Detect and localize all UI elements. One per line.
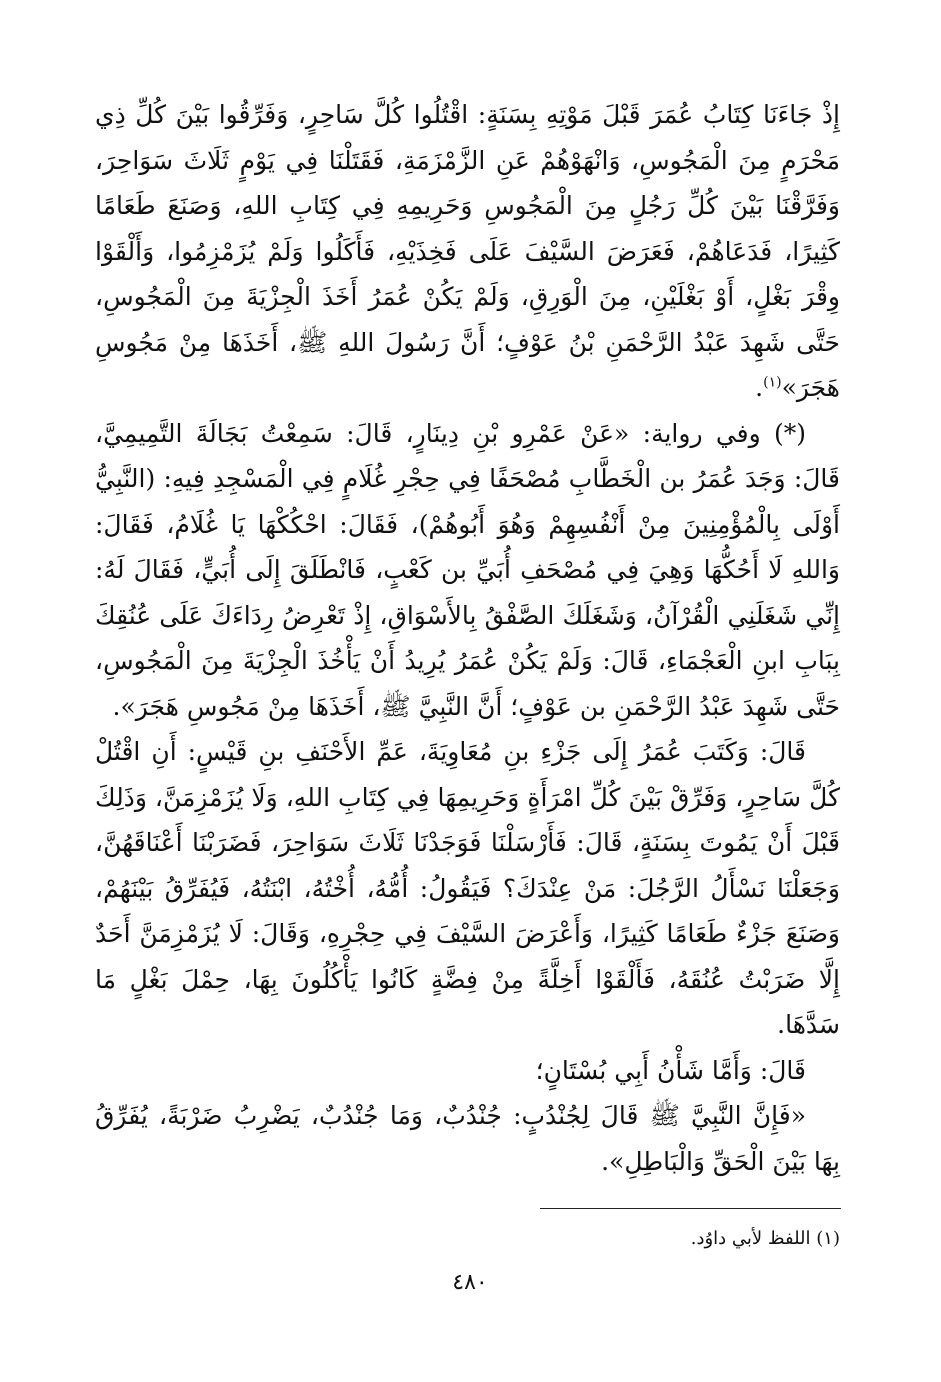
paragraph-ending: .	[755, 373, 764, 402]
paragraph-text: إِذْ جَاءَنَا كِتَابُ عُمَرَ قَبْلَ مَوْتِهِ بِسَنَةٍ: اقْتُلُوا كُلَّ سَاحِرٍ، وَفَرِّقُوا بَيْنَ كُلِّ ذِي مَحْرَمٍ مِنَ الْمَجُوسِ، وَانْهَوْهُمْ عَنِ الزَّمْزَمَةِ، فَقَتَلْنَا فِي يَوْمٍ ثَلَاثَ سَوَاحِرَ، وَفَرَّقْنَا بَيْنَ كُلِّ رَجُلٍ مِنَ الْمَجُوسِ وَحَرِيمِهِ فِي كِتَابِ اللهِ، وَصَنَعَ طَعَامًا كَثِيرًا، فَدَعَاهُمْ، فَعَرَضَ السَّيْفَ عَلَى فَخِذَيْهِ، فَأَكَلُوا وَلَمْ يُزَمْزِمُوا، وَأَلْقَوْا وِقْرَ بَغْلٍ، أَوْ بَغْلَيْنِ، مِنَ الْوَرِقِ، وَلَمْ يَكُنْ عُمَرُ أَخَذَ الْجِزْيَةَ مِنَ الْمَجُوسِ، حَتَّى شَهِدَ عَبْدُ الرَّحْمَنِ بْنُ عَوْفٍ؛ أَنَّ رَسُولَ اللهِ ﷺ، أَخَذَهَا مِنْ مَجُوسِ هَجَرَ»	[95, 100, 840, 402]
paragraph-2	[95, 411, 840, 730]
paragraph-4	[95, 1048, 840, 1094]
paragraph-1	[95, 92, 840, 411]
paragraph-text: (*) وفي رواية: «عَنْ عَمْرِو بْنِ دِينَارٍ، قَالَ: سَمِعْتُ بَجَالَةَ التَّمِيمِيَّ، قَالَ: وَجَدَ عُمَرُ بن الْخَطَّابِ مُصْحَفًا فِي حِجْرِ غُلَامٍ فِي الْمَسْجِدِ فِيهِ: (النَّبِيُّ أَوْلَى بِالْمُؤْمِنِينَ مِنْ أَنْفُسِهِمْ وَهُوَ أَبُوهُمْ)، فَقَالَ: احْكُكْهَا يَا غُلَامُ، فَقَالَ: وَاللهِ لَا أَحُكُّهَا وَهِيَ فِي مُصْحَفِ أُبَيِّ بن كَعْبٍ، فَانْطَلَقَ إِلَى أُبَيٍّ، فَقَالَ لَهُ: إِنِّي شَغَلَنِي الْقُرْآنُ، وَشَغَلَكَ الصَّفْقُ بِالأَسْوَاقِ، إِذْ تَعْرِضُ رِدَاءَكَ عَلَى عُنُقِكَ بِبَابِ ابنِ الْعَجْمَاءِ، قَالَ: وَلَمْ يَكُنْ عُمَرُ يُرِيدُ أَنْ يَأْخُذَ الْجِزْيَةَ مِنَ الْمَجُوسِ، حَتَّى شَهِدَ عَبْدُ الرَّحْمَنِ بن عَوْفٍ؛ أَنَّ النَّبِيَّ ﷺ، أَخَذَهَا مِنْ مَجُوسِ هَجَرَ».	[95, 418, 840, 721]
footnote-divider	[540, 1208, 841, 1209]
paragraph-5	[95, 1093, 840, 1184]
page-number: ٤٨٠	[452, 1270, 488, 1295]
paragraph-3	[95, 729, 840, 1048]
paragraph-text: قَالَ: وَكَتَبَ عُمَرُ إِلَى جَزْءِ بنِ مُعَاوِيَةَ، عَمِّ الأَحْنَفِ بنِ قَيْسٍ: أَنِ اقْتُلْ كُلَّ سَاحِرٍ، وَفَرِّقْ بَيْنَ كُلِّ امْرَأَةٍ وَحَرِيمِهَا فِي كِتَابِ اللهِ، وَلَا يُزَمْزِمَنَّ، وَذَلِكَ قَبْلَ أَنْ يَمُوتَ بِسَنَةٍ، قَالَ: فَأَرْسَلْنَا فَوَجَدْنَا ثَلَاثَ سَوَاحِرَ، فَضَرَبْنَا أَعْنَاقَهُنَّ، وَجَعَلْنَا نَسْأَلُ الرَّجُلَ: مَنْ عِنْدَكَ؟ فَيَقُولُ: أُمُّهُ، أُخْتُهُ، ابْنَتُهُ، فَيُفَرِّقُ بَيْنَهُمْ، وَصَنَعَ جَزْءٌ طَعَامًا كَثِيرًا، وَأَعْرَضَ السَّيْفَ فِي حِجْرِهِ، وَقَالَ: لَا يُزَمْزِمَنَّ أَحَدٌ إِلَّا ضَرَبْتُ عُنُقَهُ، فَأَلْقَوْا أَخِلَّةً مِنْ فِضَّةٍ كَانُوا يَأْكُلُونَ بِهَا، حِمْلَ بَغْلٍ مَا سَدَّهَا.	[95, 737, 840, 1039]
paragraph-text: قَالَ: وَأَمَّا شَأْنُ أَبِي بُسْتَانٍ؛	[535, 1055, 806, 1085]
paragraph-text: «فَإِنَّ النَّبِيَّ ﷺ قَالَ لِجُنْدُبٍ: جُنْدُبٌ، وَمَا جُنْدُبٌ، يَضْرِبُ ضَرْبَةً، يُفَرِّقُ بِهَا بَيْنَ الْحَقِّ وَالْبَاطِلِ».	[95, 1101, 840, 1176]
main-text	[95, 92, 840, 1184]
footnote: (١) اللفظ لأبي داوُد.	[690, 1228, 840, 1249]
footnote-reference[interactable]: (١)	[763, 374, 782, 391]
